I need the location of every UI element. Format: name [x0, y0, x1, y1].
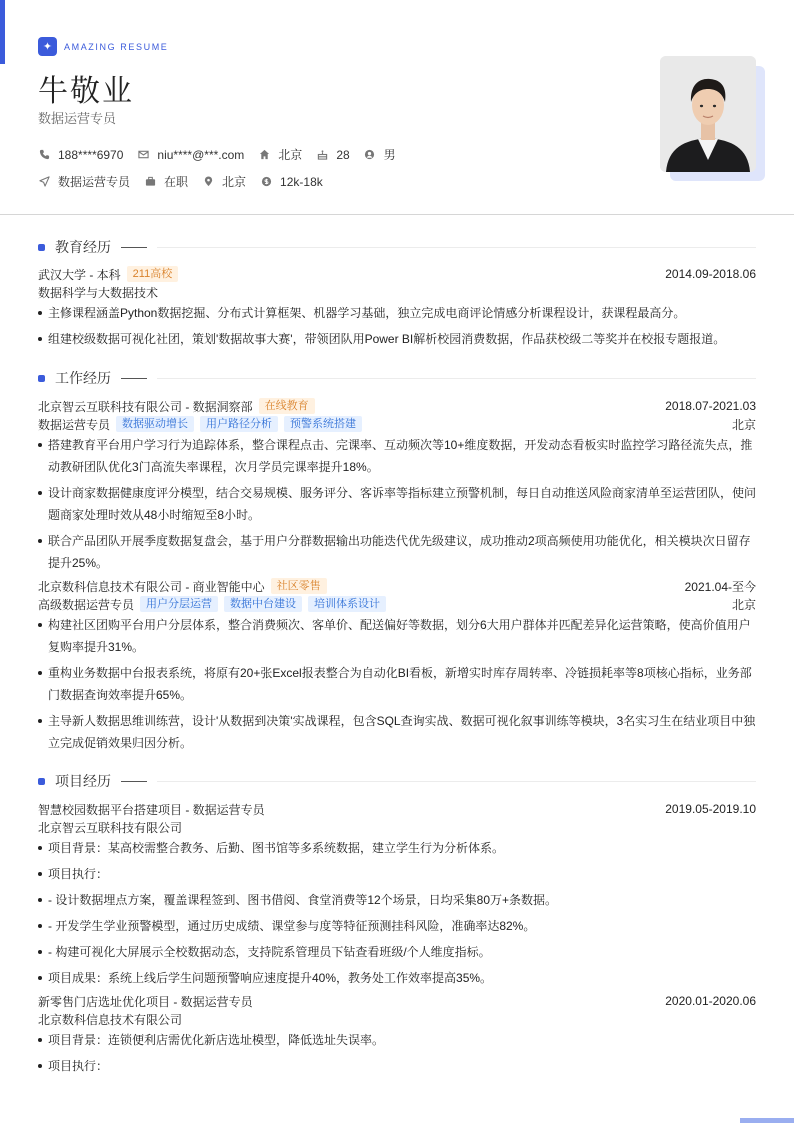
list-item: 项目成果：系统上线后学生问题预警响应速度提升40%，教务处工作效率提高35%。 — [38, 967, 756, 989]
salary-info — [260, 175, 323, 189]
job-intent-row — [38, 173, 337, 190]
home-icon — [258, 149, 270, 161]
list-item: 主修课程涵盖Python数据挖掘、分布式计算框架、机器学习基础，独立完成电商评论情感分析课程设计，获课程最高分。 — [38, 302, 756, 324]
project-bullets — [38, 837, 756, 989]
intent-city-text: 北京 — [222, 175, 247, 189]
work-entry-1 — [38, 397, 756, 578]
work-location: 北京 — [731, 417, 756, 432]
skill-tag: 培训体系设计 — [308, 596, 386, 612]
gender-icon — [364, 149, 376, 161]
list-item: 设计商家数据健康度评分模型，结合交易规模、服务评分、客诉率等指标建立预警机制，每日自动推送风险商家清单至运营团队，使问题商家处理时效从48小时缩短至8小时。 — [38, 482, 756, 526]
brand — [38, 37, 168, 56]
intent-city-info — [202, 173, 246, 190]
skill-tag: 数据驱动增长 — [116, 416, 194, 432]
education-row — [38, 265, 756, 283]
major-row — [38, 283, 756, 301]
work-bullets — [38, 434, 756, 574]
project-section-title: 项目经历 — [55, 773, 111, 789]
work-section-title: 工作经历 — [55, 370, 111, 386]
skill-tag: 用户路径分析 — [200, 416, 278, 432]
list-item: 重构业务数据中台报表系统，将原有20+张Excel报表整合为自动化BI看板，新增实时库存周转率、冷链损耗率等8项核心指标，业务部门数据查询效率提升65%。 — [38, 662, 756, 706]
salary-text: 12k-18k — [280, 174, 323, 189]
project-entry-2 — [38, 992, 756, 1081]
company-row — [38, 397, 756, 415]
work-period: 2021.04-至今 — [684, 579, 756, 594]
intent-position-info — [38, 173, 130, 190]
project-name: 智慧校园数据平台搭建项目 - 数据运营专员 — [38, 802, 265, 817]
money-icon — [260, 176, 272, 188]
email-info — [137, 148, 244, 162]
school-name: 武汉大学 - 本科 — [38, 267, 121, 282]
list-item: 项目执行： — [38, 863, 756, 885]
resume-header — [0, 0, 794, 215]
section-bullet — [38, 244, 45, 251]
age-text: 28 — [336, 147, 350, 162]
gender-text: 男 — [383, 148, 396, 162]
section-bullet — [38, 375, 45, 382]
profile-photo-illustration — [660, 56, 756, 172]
list-item: 项目执行： — [38, 1055, 756, 1077]
work-period: 2018.07-2021.03 — [665, 399, 756, 413]
project-name: 新零售门店选址优化项目 - 数据运营专员 — [38, 994, 253, 1009]
list-item: - 设计数据埋点方案，覆盖课程签到、图书借阅、食堂消费等12个场景，日均采集80万+条数据。 — [38, 889, 756, 911]
list-item: 项目背景：某高校需整合教务、后勤、图书馆等多系统数据，建立学生行为分析体系。 — [38, 837, 756, 859]
briefcase-icon — [144, 176, 156, 188]
mail-icon — [137, 149, 149, 161]
email-text: niu****@***.com — [157, 147, 245, 162]
education-section-title: 教育经历 — [55, 239, 111, 255]
status-text: 在职 — [164, 175, 189, 189]
contact-info-row — [38, 146, 410, 163]
role-row — [38, 415, 756, 433]
phone-text: 188****6970 — [58, 147, 124, 162]
role-row — [38, 595, 756, 613]
gender-info — [364, 146, 396, 163]
list-item: 主导新人数据思维训练营，设计'从数据到决策'实战课程，包含SQL查询实战、数据可视化叙事训练等模块，3名实习生在结业项目中独立完成促销效果归因分析。 — [38, 710, 756, 754]
skill-tag: 预警系统搭建 — [284, 416, 362, 432]
list-item: 联合产品团队开展季度数据复盘会，基于用户分群数据输出功能迭代优先级建议，成功推动2项高频使用功能优化，相关模块次日留存提升25%。 — [38, 530, 756, 574]
phone-info — [38, 148, 123, 162]
work-bullets — [38, 614, 756, 754]
industry-tag: 在线教育 — [259, 398, 315, 414]
section-divider — [157, 378, 756, 379]
list-item: 组建校级数据可视化社团，策划'数据故事大赛'，带领团队用Power BI解析校园消费数据，作品获校级二等奖并在校报专题报道。 — [38, 328, 756, 350]
sparkle-icon: ✦ — [38, 37, 57, 56]
project-company: 北京数科信息技术有限公司 — [38, 1012, 183, 1027]
skill-tag: 数据中台建设 — [224, 596, 302, 612]
role-name: 高级数据运营专员 — [38, 597, 135, 612]
major: 数据科学与大数据技术 — [38, 285, 159, 300]
section-bullet — [38, 778, 45, 785]
candidate-title: 数据运营专员 — [38, 111, 117, 126]
status-info — [144, 173, 188, 190]
work-entry-2 — [38, 577, 756, 758]
work-location: 北京 — [731, 597, 756, 612]
section-dash — [121, 378, 147, 379]
school-tag: 211高校 — [127, 266, 179, 282]
project-entry-1 — [38, 800, 756, 993]
brand-text: AMAZING RESUME — [64, 41, 169, 52]
section-divider — [157, 247, 756, 248]
education-bullets — [38, 302, 756, 350]
project-company: 北京智云互联科技有限公司 — [38, 820, 183, 835]
location-icon — [202, 176, 214, 188]
send-icon — [38, 176, 50, 188]
project-company-row — [38, 1010, 756, 1028]
bottom-accent-bar — [740, 1118, 794, 1123]
list-item: 构建社区团购平台用户分层体系，整合消费频次、客单价、配送偏好等数据，划分6大用户群体并匹配差异化运营策略，使高价值用户复购率提升31%。 — [38, 614, 756, 658]
skill-tag: 用户分层运营 — [140, 596, 218, 612]
work-section-header — [38, 369, 756, 387]
project-row — [38, 800, 756, 818]
project-bullets — [38, 1029, 756, 1077]
industry-tag: 社区零售 — [271, 578, 327, 594]
project-section-header — [38, 772, 756, 790]
section-dash — [121, 781, 147, 782]
section-dash — [121, 247, 147, 248]
project-period: 2020.01-2020.06 — [665, 994, 756, 1008]
education-entry — [38, 265, 756, 354]
profile-photo — [660, 56, 756, 172]
cake-icon — [316, 149, 328, 161]
list-item: 项目背景：连锁便利店需优化新店选址模型，降低选址失误率。 — [38, 1029, 756, 1051]
intent-position-text: 数据运营专员 — [58, 175, 131, 189]
section-divider — [157, 781, 756, 782]
list-item: - 构建可视化大屏展示全校数据动态，支持院系管理员下钻查看班级/个人维度指标。 — [38, 941, 756, 963]
company-name: 北京数科信息技术有限公司 - 商业智能中心 — [38, 579, 265, 594]
project-period: 2019.05-2019.10 — [665, 802, 756, 816]
residence-text: 北京 — [278, 148, 303, 162]
candidate-name: 牛敬业 — [38, 74, 134, 109]
company-row — [38, 577, 756, 595]
phone-icon — [38, 149, 50, 161]
company-name: 北京智云互联科技有限公司 - 数据洞察部 — [38, 399, 253, 414]
list-item: 搭建教育平台用户学习行为追踪体系，整合课程点击、完课率、互动频次等10+维度数据，开发动态看板实时监控学习路径流失点，推动教研团队优化3门高流失率课程，次月学员完课率提升18%。 — [38, 434, 756, 478]
residence-info — [258, 146, 302, 163]
list-item: - 开发学生学业预警模型，通过历史成绩、课堂参与度等特征预测挂科风险，准确率达82%。 — [38, 915, 756, 937]
education-section-header — [38, 238, 756, 256]
education-period: 2014.09-2018.06 — [665, 267, 756, 281]
project-company-row — [38, 818, 756, 836]
role-name: 数据运营专员 — [38, 417, 111, 432]
project-row — [38, 992, 756, 1010]
age-info — [316, 148, 349, 162]
